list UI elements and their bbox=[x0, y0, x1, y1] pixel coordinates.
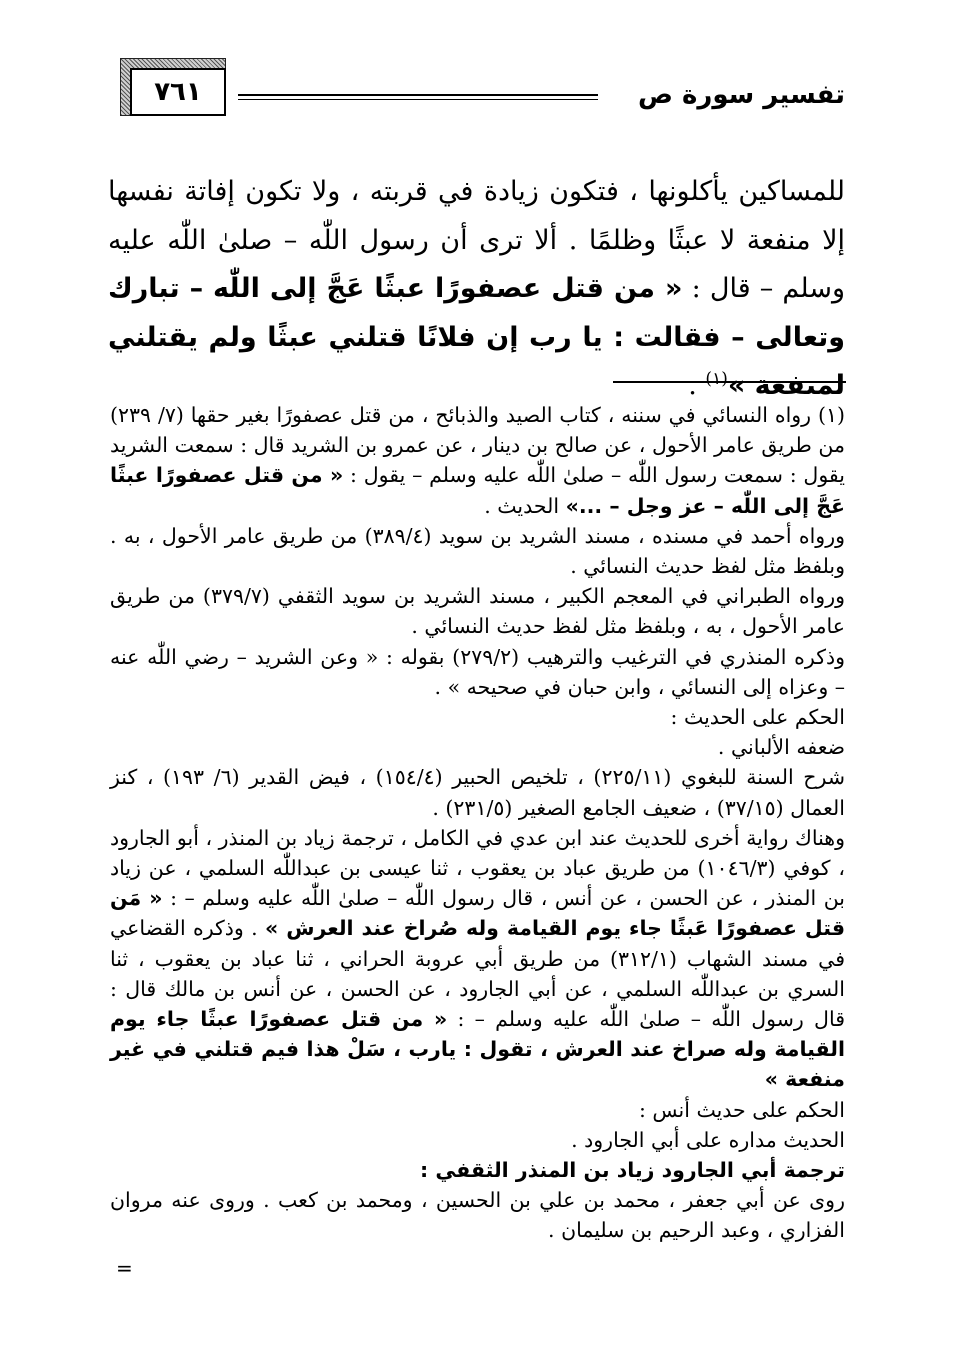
footnote-paragraph: وذكره المنذري في الترغيب والترهيب (٢٧٩/٢) بقوله : « وعن الشريد – رضي اللّٰه عنه – وعزاه إلى النسائي ، وابن حبان في صحيحه » . bbox=[110, 644, 845, 699]
footnote-paragraph: روى عن أبي جعفر ، محمد بن علي بن الحسين ، ومحمد بن كعب . وروى عنه مروان الفزاري ، وعبد الرحيم بن سليمان . bbox=[110, 1188, 845, 1243]
footnote-paragraph bbox=[110, 823, 845, 1095]
main-text-end: . bbox=[688, 370, 706, 401]
footnote-subheading: ترجمة أبي الجارود زياد بن المنذر الثقفي : bbox=[420, 1158, 845, 1183]
footnote-paragraph: ورواه الطبراني في المعجم الكبير ، مسند الشريد بن سويد الثقفي (٣٧٩/٧) من طريق عامر الأحول ، به ، وبلفظ مثل لفظ حديث النسائي . bbox=[110, 584, 845, 639]
footnote-paragraph: شرح السنة للبغوي (٢٢٥/١١) ، تلخيص الحبير (١٥٤/٤) ، فيض القدير (٦/ ١٩٣) ، كنز العمال (٣٧/١٥) ، ضعيف الجامع الصغير (٢٣١/٥) . bbox=[110, 765, 845, 820]
footnote-paragraph: ضعفه الألباني . bbox=[717, 735, 845, 760]
hadith-quote: « من قتل عصفورًا عبثًا عَجَّ إلى اللّٰه – تبارك وتعالى – فقالت : يا رب إن فلانًا قتلني عبثًا ولم يقتلني لمنفعة » bbox=[108, 273, 845, 401]
main-text bbox=[108, 168, 845, 411]
footnote-heading: الحكم على حديث أنس : bbox=[638, 1097, 845, 1122]
main-paragraph bbox=[108, 168, 845, 411]
footnote-text: وهناك رواية أخرى للحديث عند ابن عدي في الكامل ، ترجمة زياد بن المنذر ، أبو الجارود ، كوفي (١٠٤٦/٣) من طريق عباد بن يعقوب ، ثنا عيسى بن عبداللّٰه السلمي ، عن زياد بن المنذر ، عن الحسن ، عن أنس ، قال رسول اللّٰه – صلىٰ اللّٰه عليه وسلم – : bbox=[110, 825, 846, 911]
page-number-box bbox=[120, 58, 230, 120]
footnote-paragraph bbox=[110, 400, 845, 521]
continuation-mark: = bbox=[116, 1256, 133, 1280]
footnote-paragraph: الحديث مداره على أبي الجارود . bbox=[571, 1127, 845, 1152]
footnote-text: الحديث . bbox=[484, 493, 566, 518]
footnote-text: (١) رواه النسائي في سننه ، كتاب الصيد والذبائح ، من قتل عصفورًا بغير حقها (٧/ ٢٣٩) من طريق عامر الأحول ، عن صالح بن دينار ، عن عمرو بن الشريد قال : سمعت الشريد يقول : سمعت رسول اللّٰه – صلىٰ اللّٰه عليه وسلم – يقول : bbox=[110, 403, 845, 488]
header-rule bbox=[238, 94, 598, 96]
footnote-heading-bold bbox=[110, 1155, 845, 1185]
footnote-separator bbox=[613, 381, 846, 383]
footnote-text: . وذكره القضاعي في مسند الشهاب (٣١٢/١) من طريق أبي عروبة الحراني ، ثنا عباد بن يعقوب ، ثنا السري بن عبداللّٰه السلمي ، عن أبي الجارود ، عن الحسن ، عن أنس بن مالك قال : قال رسول اللّٰه – صلىٰ اللّٰه عليه وسلم – : bbox=[110, 916, 846, 1032]
main-text-run: للمساكين يأكلونها ، فتكون زيادة في قربته ، ولا تكون إفاتة نفسها إلا منفعة لا عبثًا وظلمًا . ألا ترى أن رسول اللّٰه – صلىٰ اللّٰه عليه وسلم – قال : bbox=[108, 176, 845, 304]
footnote-quote: « من قتل عصفورًا عبثًا جاء يوم القيامة وله صراخ عند العرش ، تقول : يارب ، سَلْ هذا فيم قتلني في غير منفعة » bbox=[110, 1007, 845, 1092]
header-rule-thin bbox=[238, 99, 598, 100]
page-number: ٧٦١ bbox=[130, 68, 226, 116]
footnote-paragraph: ورواه أحمد في مسنده ، مسند الشريد بن سويد (٣٨٩/٤) من طريق عامر الأحول ، به . وبلفظ مثل لفظ حديث النسائي . bbox=[110, 523, 846, 579]
footnote-quote: « من قتل عصفورًا عبثًا عَجَّ إلى اللّٰه – عز وجل – ...» bbox=[110, 463, 845, 518]
footnote-ref: (١) bbox=[705, 369, 728, 389]
footnote-heading: الحكم على الحديث : bbox=[670, 705, 845, 730]
running-head: تفسير سورة ص bbox=[638, 80, 845, 110]
footnotes bbox=[110, 400, 845, 1246]
footnote-quote: « مَن قتل عصفورًا عَبثًا جاء يوم القيامة وله صُراخ عند العرش » bbox=[110, 886, 845, 941]
